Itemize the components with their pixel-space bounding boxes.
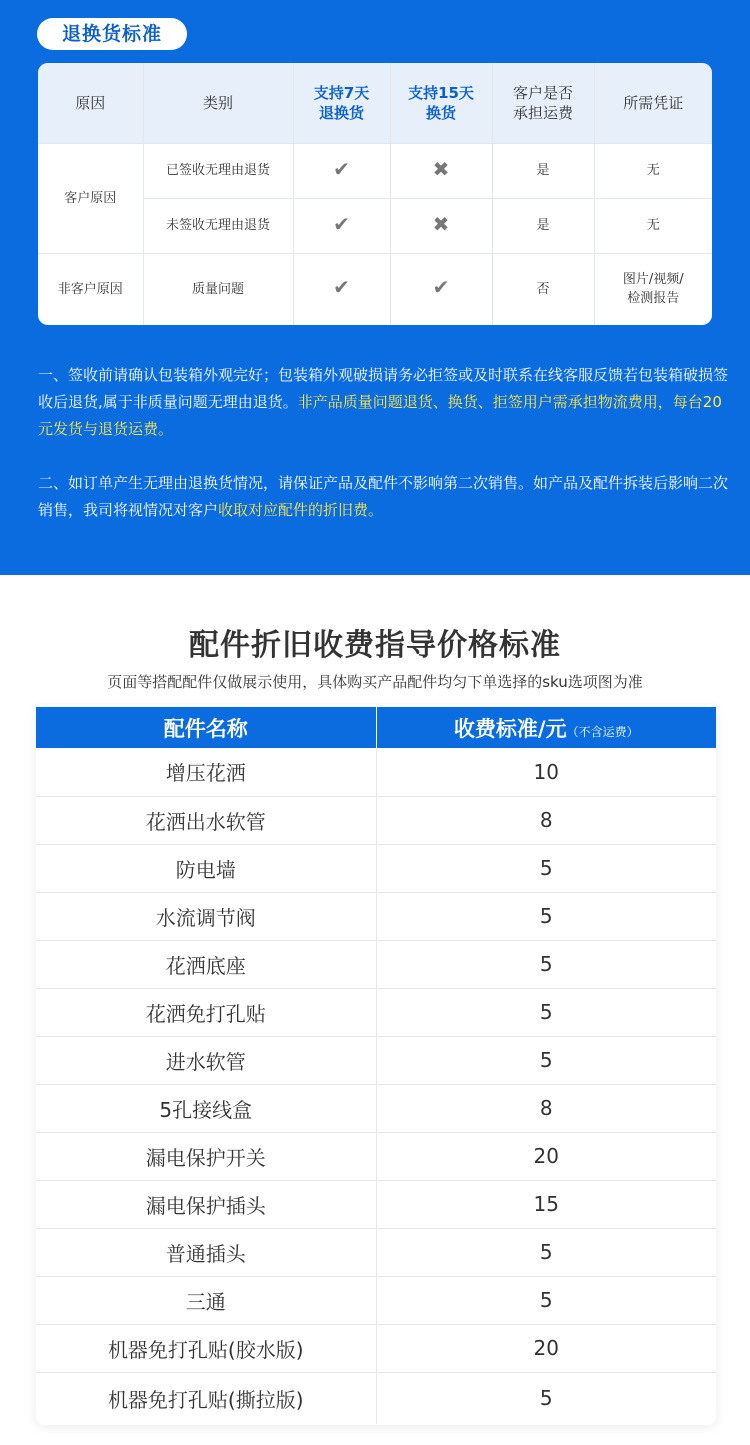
support-7day-cell — [293, 198, 390, 253]
return-policy-table — [38, 63, 712, 325]
return-policy-section — [0, 0, 750, 575]
table-row — [36, 844, 716, 892]
note-2-highlight: 收取对应配件的折旧费。 — [218, 501, 384, 519]
accessory-price-cell: 5 — [376, 988, 716, 1036]
proof-cell: 图片/视频/ 检测报告 — [594, 253, 712, 325]
support-15day-cell — [390, 143, 492, 198]
freight-cell: 是 — [492, 198, 594, 253]
accessory-price-cell: 5 — [376, 892, 716, 940]
freight-cell: 是 — [492, 143, 594, 198]
cross-icon: ✖ — [432, 211, 450, 236]
note-1-highlight: 非产品质量问题退货、换货、拒签用户需承担物流费用，每台20元发货与退货运费。 — [38, 393, 722, 438]
accessory-price-cell: 5 — [376, 844, 716, 892]
accessory-name-cell: 5孔接线盒 — [36, 1084, 376, 1132]
category-cell: 未签收无理由退货 — [143, 198, 293, 253]
support-15day-cell — [390, 253, 492, 325]
header-proof: 所需凭证 — [594, 63, 712, 143]
header-price: 收费标准/元（不含运费） — [376, 707, 716, 748]
return-table-header — [38, 63, 712, 143]
table-row — [36, 988, 716, 1036]
table-row — [36, 1228, 716, 1276]
header-15day: 支持15天 换货 — [390, 63, 492, 143]
table-row — [36, 892, 716, 940]
freight-cell: 否 — [492, 253, 594, 325]
header-freight: 客户是否 承担运费 — [492, 63, 594, 143]
table-row — [36, 1372, 716, 1424]
accessory-price-cell: 5 — [376, 1036, 716, 1084]
accessory-name-cell: 机器免打孔贴(撕拉版) — [36, 1372, 376, 1424]
accessory-price-cell: 10 — [376, 748, 716, 796]
accessory-price-cell: 8 — [376, 1084, 716, 1132]
reason-cell: 非客户原因 — [38, 253, 143, 325]
accessory-name-cell: 机器免打孔贴(胶水版) — [36, 1324, 376, 1372]
category-cell: 已签收无理由退货 — [143, 143, 293, 198]
note-1: 一、签收前请确认包装箱外观完好；包装箱外观破损请务必拒签或及时联系在线客服反馈若包装箱破损签收后退货,属于非质量问题无理由退货。非产品质量问题退货、换货、拒签用户需承担物流费用，每台20元发货与退货运费。 — [38, 366, 729, 438]
accessory-price-cell: 20 — [376, 1324, 716, 1372]
table-row — [36, 1276, 716, 1324]
note-2: 二、如订单产生无理由退换货情况，请保证产品及配件不影响第二次销售。如产品及配件拆装后影响二次销售，我司将视情况对客户收取对应配件的折旧费。 — [38, 474, 729, 519]
table-row — [36, 940, 716, 988]
accessory-price-title: 配件折旧收费指导价格标准 — [189, 628, 561, 663]
accessory-price-cell: 5 — [376, 940, 716, 988]
table-row — [36, 1036, 716, 1084]
accessory-name-cell: 进水软管 — [36, 1036, 376, 1084]
return-standard-tag: 退换货标准 — [37, 18, 187, 50]
accessory-price-subtitle: 页面等搭配配件仅做展示使用，具体购买产品配件均匀下单选择的sku选项图为准 — [107, 673, 643, 691]
accessory-price-table — [36, 707, 716, 1425]
header-category: 类别 — [143, 63, 293, 143]
accessory-name-cell: 花洒免打孔贴 — [36, 988, 376, 1036]
header-7day: 支持7天 退换货 — [293, 63, 390, 143]
support-15day-cell — [390, 198, 492, 253]
accessory-table-header — [36, 707, 716, 748]
check-icon: ✔ — [333, 156, 350, 181]
table-row — [36, 1324, 716, 1372]
accessory-name-cell: 三通 — [36, 1276, 376, 1324]
accessory-price-cell: 5 — [376, 1276, 716, 1324]
table-row — [36, 1132, 716, 1180]
accessory-price-cell: 5 — [539, 1386, 553, 1411]
accessory-name-cell: 漏电保护开关 — [36, 1132, 376, 1180]
accessory-name-cell: 花洒底座 — [36, 940, 376, 988]
support-7day-cell — [293, 253, 390, 325]
accessory-name-cell: 水流调节阀 — [36, 892, 376, 940]
check-icon: ✔ — [333, 211, 350, 236]
price-note: （不含运费） — [566, 724, 639, 739]
accessory-name-cell: 防电墙 — [36, 844, 376, 892]
check-icon: ✔ — [432, 275, 450, 300]
cross-icon: ✖ — [432, 156, 450, 181]
reason-cell: 客户原因 — [38, 143, 143, 253]
support-7day-cell — [293, 143, 390, 198]
table-row — [36, 1084, 716, 1132]
table-row — [38, 143, 712, 198]
table-row — [36, 1180, 716, 1228]
category-cell: 质量问题 — [143, 253, 293, 325]
table-row — [36, 748, 716, 796]
table-row — [38, 253, 712, 325]
accessory-name-cell: 普通插头 — [36, 1228, 376, 1276]
proof-cell: 无 — [594, 143, 712, 198]
accessory-name-cell: 增压花洒 — [36, 748, 376, 796]
check-icon: ✔ — [333, 275, 350, 300]
accessory-name-cell: 漏电保护插头 — [36, 1180, 376, 1228]
accessory-price-cell: 5 — [376, 1228, 716, 1276]
accessory-name-cell: 花洒出水软管 — [36, 796, 376, 844]
policy-notes — [38, 362, 728, 551]
accessory-price-cell: 8 — [376, 796, 716, 844]
header-reason: 原因 — [38, 63, 143, 143]
accessory-price-cell: 15 — [376, 1180, 716, 1228]
table-row — [36, 796, 716, 844]
proof-cell: 无 — [594, 198, 712, 253]
header-accessory-name: 配件名称 — [36, 707, 376, 748]
accessory-price-cell: 20 — [376, 1132, 716, 1180]
